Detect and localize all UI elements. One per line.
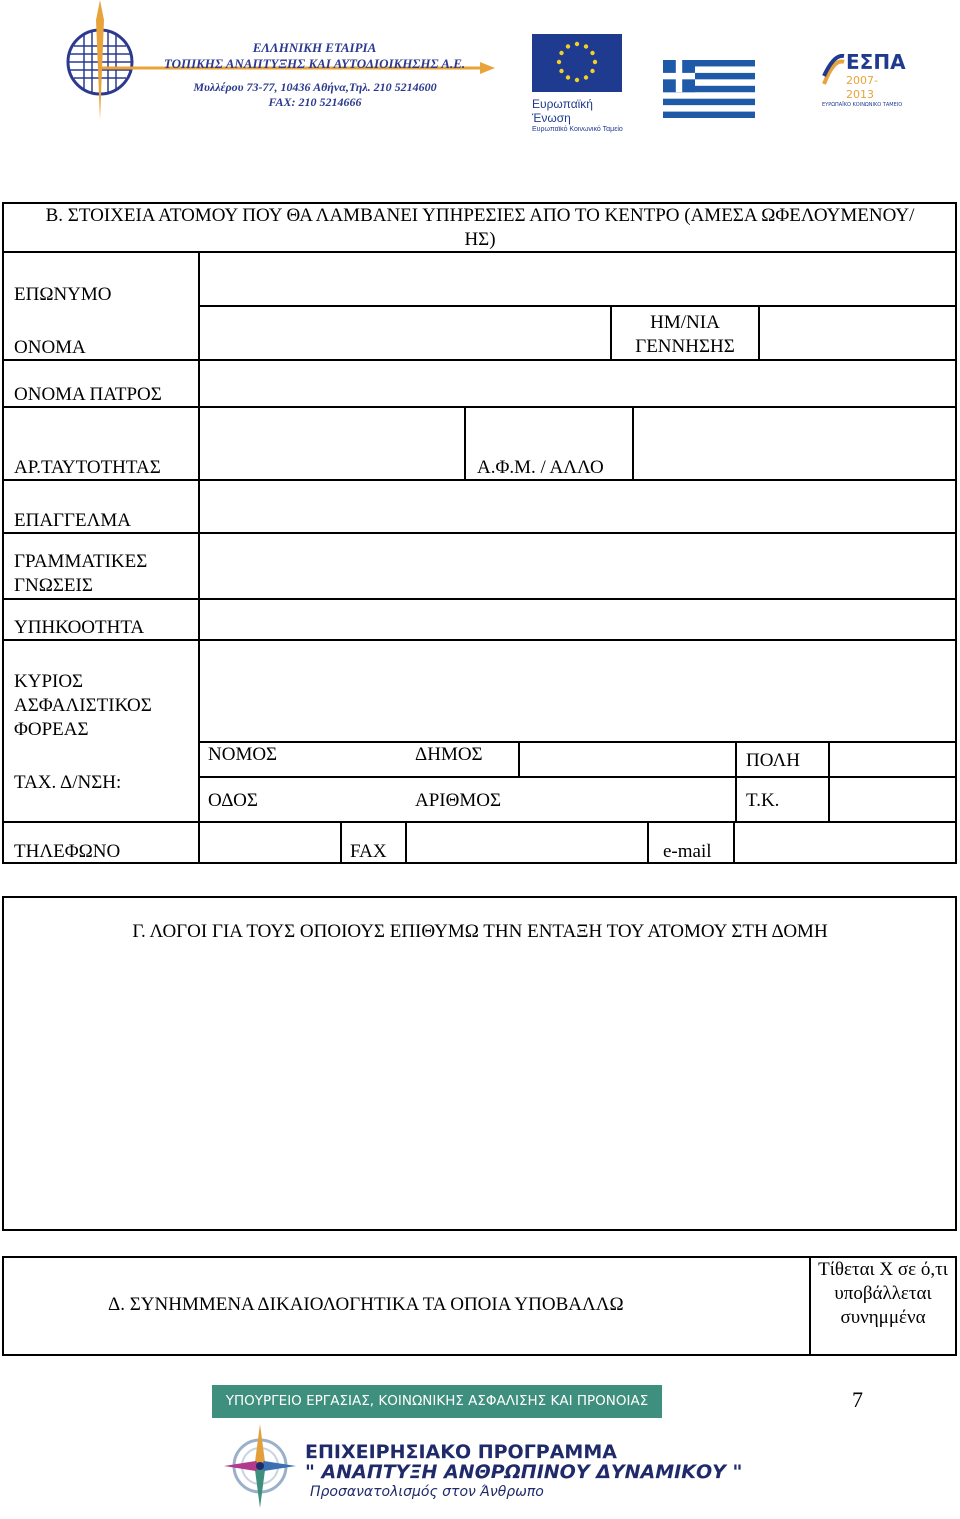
organization-contact [150, 80, 480, 110]
organization-fax: FAX: 210 5214666 [268, 95, 362, 109]
profession-label: ΕΠΑΓΓΕΛΜΑ [14, 510, 132, 531]
program-title-line1: ΕΠΙΧΕΙΡΗΣΙΑΚΟ ΠΡΟΓΡΑΜΜΑ [305, 1441, 617, 1463]
id-number-label: ΑΡ.ΤΑΥΤΟΤΗΤΑΣ [14, 457, 161, 478]
section-d-title: Δ. ΣΥΝΗΜΜΕΝΑ ΔΙΚΑΙΟΛΟΓΗΤΙΚΑ ΤΑ ΟΠΟΙΑ ΥΠΟΒΑΛΛΩ [108, 1294, 624, 1315]
postcode-label: Τ.Κ. [746, 790, 780, 811]
eu-label-line1: Ευρωπαϊκή Ένωση [532, 97, 593, 125]
espa-years: 2007-2013 [846, 74, 878, 101]
fax-label: FAX [350, 841, 387, 862]
section-c-box [2, 896, 957, 1231]
postal-address-label: ΤΑΧ. Δ/ΝΣΗ: [14, 772, 122, 793]
surname-label: ΕΠΩΝΥΜΟ [14, 284, 112, 305]
program-tagline: Προσανατολισμός στον Άνθρωπο [310, 1484, 544, 1500]
greek-flag [663, 60, 755, 118]
section-b-title: Β. ΣΤΟΙΧΕΙΑ ΑΤΟΜΟΥ ΠΟΥ ΘΑ ΛΑΜΒΑΝΕΙ ΥΠΗΡΕΣΙΕΣ ΑΠΟ ΤΟ ΚΕΝΤΡΟ (ΑΜΕΣΑ ΩΦΕΛΟΥΜΕΝΟΥ/ΗΣ) [45, 205, 915, 250]
nationality-label: ΥΠΗΚΟΟΤΗΤΑ [14, 617, 145, 638]
page-number: 7 [852, 1387, 863, 1412]
father-name-label: ΟΝΟΜΑ ΠΑΤΡΟΣ [14, 384, 162, 405]
street-label: ΟΔΟΣ [208, 790, 258, 811]
section-d-note: Τίθεται Χ σε ό,τι υποβάλλεται συνημμένα [818, 1259, 948, 1328]
organization-name-line1: ΕΛΛΗΝΙΚΗ ΕΤΑΙΡΙΑ [252, 40, 377, 55]
insurance-label: ΚΥΡΙΟΣ ΑΣΦΑΛΙΣΤΙΚΟΣ ΦΟΡΕΑΣ [14, 671, 152, 740]
literacy-label: ΓΡΑΜΜΑΤΙΚΕΣ ΓΝΩΣΕΙΣ [14, 551, 148, 596]
espa-caption: ΕΥΡΩΠΑΪΚΟ ΚΟΙΝΩΝΙΚΟ ΤΑΜΕΙΟ [822, 102, 903, 108]
eu-flag-logo [532, 34, 623, 133]
ministry-banner: ΥΠΟΥΡΓΕΙΟ ΕΡΓΑΣΙΑΣ, ΚΟΙΝΩΝΙΚΗΣ ΑΣΦΑΛΙΣΗΣ ΚΑΙ ΠΡΟΝΟΙΑΣ [212, 1385, 662, 1418]
espa-logo [822, 50, 906, 112]
afm-label: Α.Φ.Μ. / ΑΛΛΟ [477, 457, 604, 478]
section-c-title: Γ. ΛΟΓΟΙ ΓΙΑ ΤΟΥΣ ΟΠΟΙΟΥΣ ΕΠΙΘΥΜΩ ΤΗΝ ΕΝΤΑΞΗ ΤΟΥ ΑΤΟΜΟΥ ΣΤΗ ΔΟΜΗ [132, 921, 828, 942]
espa-title: ΕΣΠΑ [846, 50, 906, 74]
city-label: ΠΟΛΗ [746, 750, 801, 771]
organization-address: Μυλλέρου 73-77, 10436 Αθήνα,Τηλ. 210 5214600 [193, 80, 437, 94]
program-compass-logo [222, 1418, 298, 1514]
municipality-label: ΔΗΜΟΣ [415, 744, 483, 765]
eu-label-line2: Ευρωπαϊκό Κοινωνικό Ταμείο [532, 126, 623, 133]
program-title-line2: " ΑΝΑΠΤΥΞΗ ΑΝΘΡΩΠΙΝΟΥ ΔΥΝΑΜΙΚΟΥ " [305, 1461, 743, 1483]
email-label: e-mail [663, 841, 712, 862]
first-name-label: ΟΝΟΜΑ [14, 337, 86, 358]
prefecture-label: ΝΟΜΟΣ [208, 744, 278, 765]
organization-name-line2: ΤΟΠΙΚΗΣ ΑΝΑΠΤΥΞΗΣ ΚΑΙ ΑΥΤΟΔΙΟΙΚΗΣΗΣ Α.Ε. [163, 56, 466, 71]
organization-name [142, 40, 487, 72]
number-label: ΑΡΙΘΜΟΣ [415, 790, 502, 811]
phone-label: ΤΗΛΕΦΩΝΟ [14, 841, 121, 862]
birth-date-label: ΗΜ/ΝΙΑ ΓΕΝΝΗΣΗΣ [635, 312, 735, 357]
